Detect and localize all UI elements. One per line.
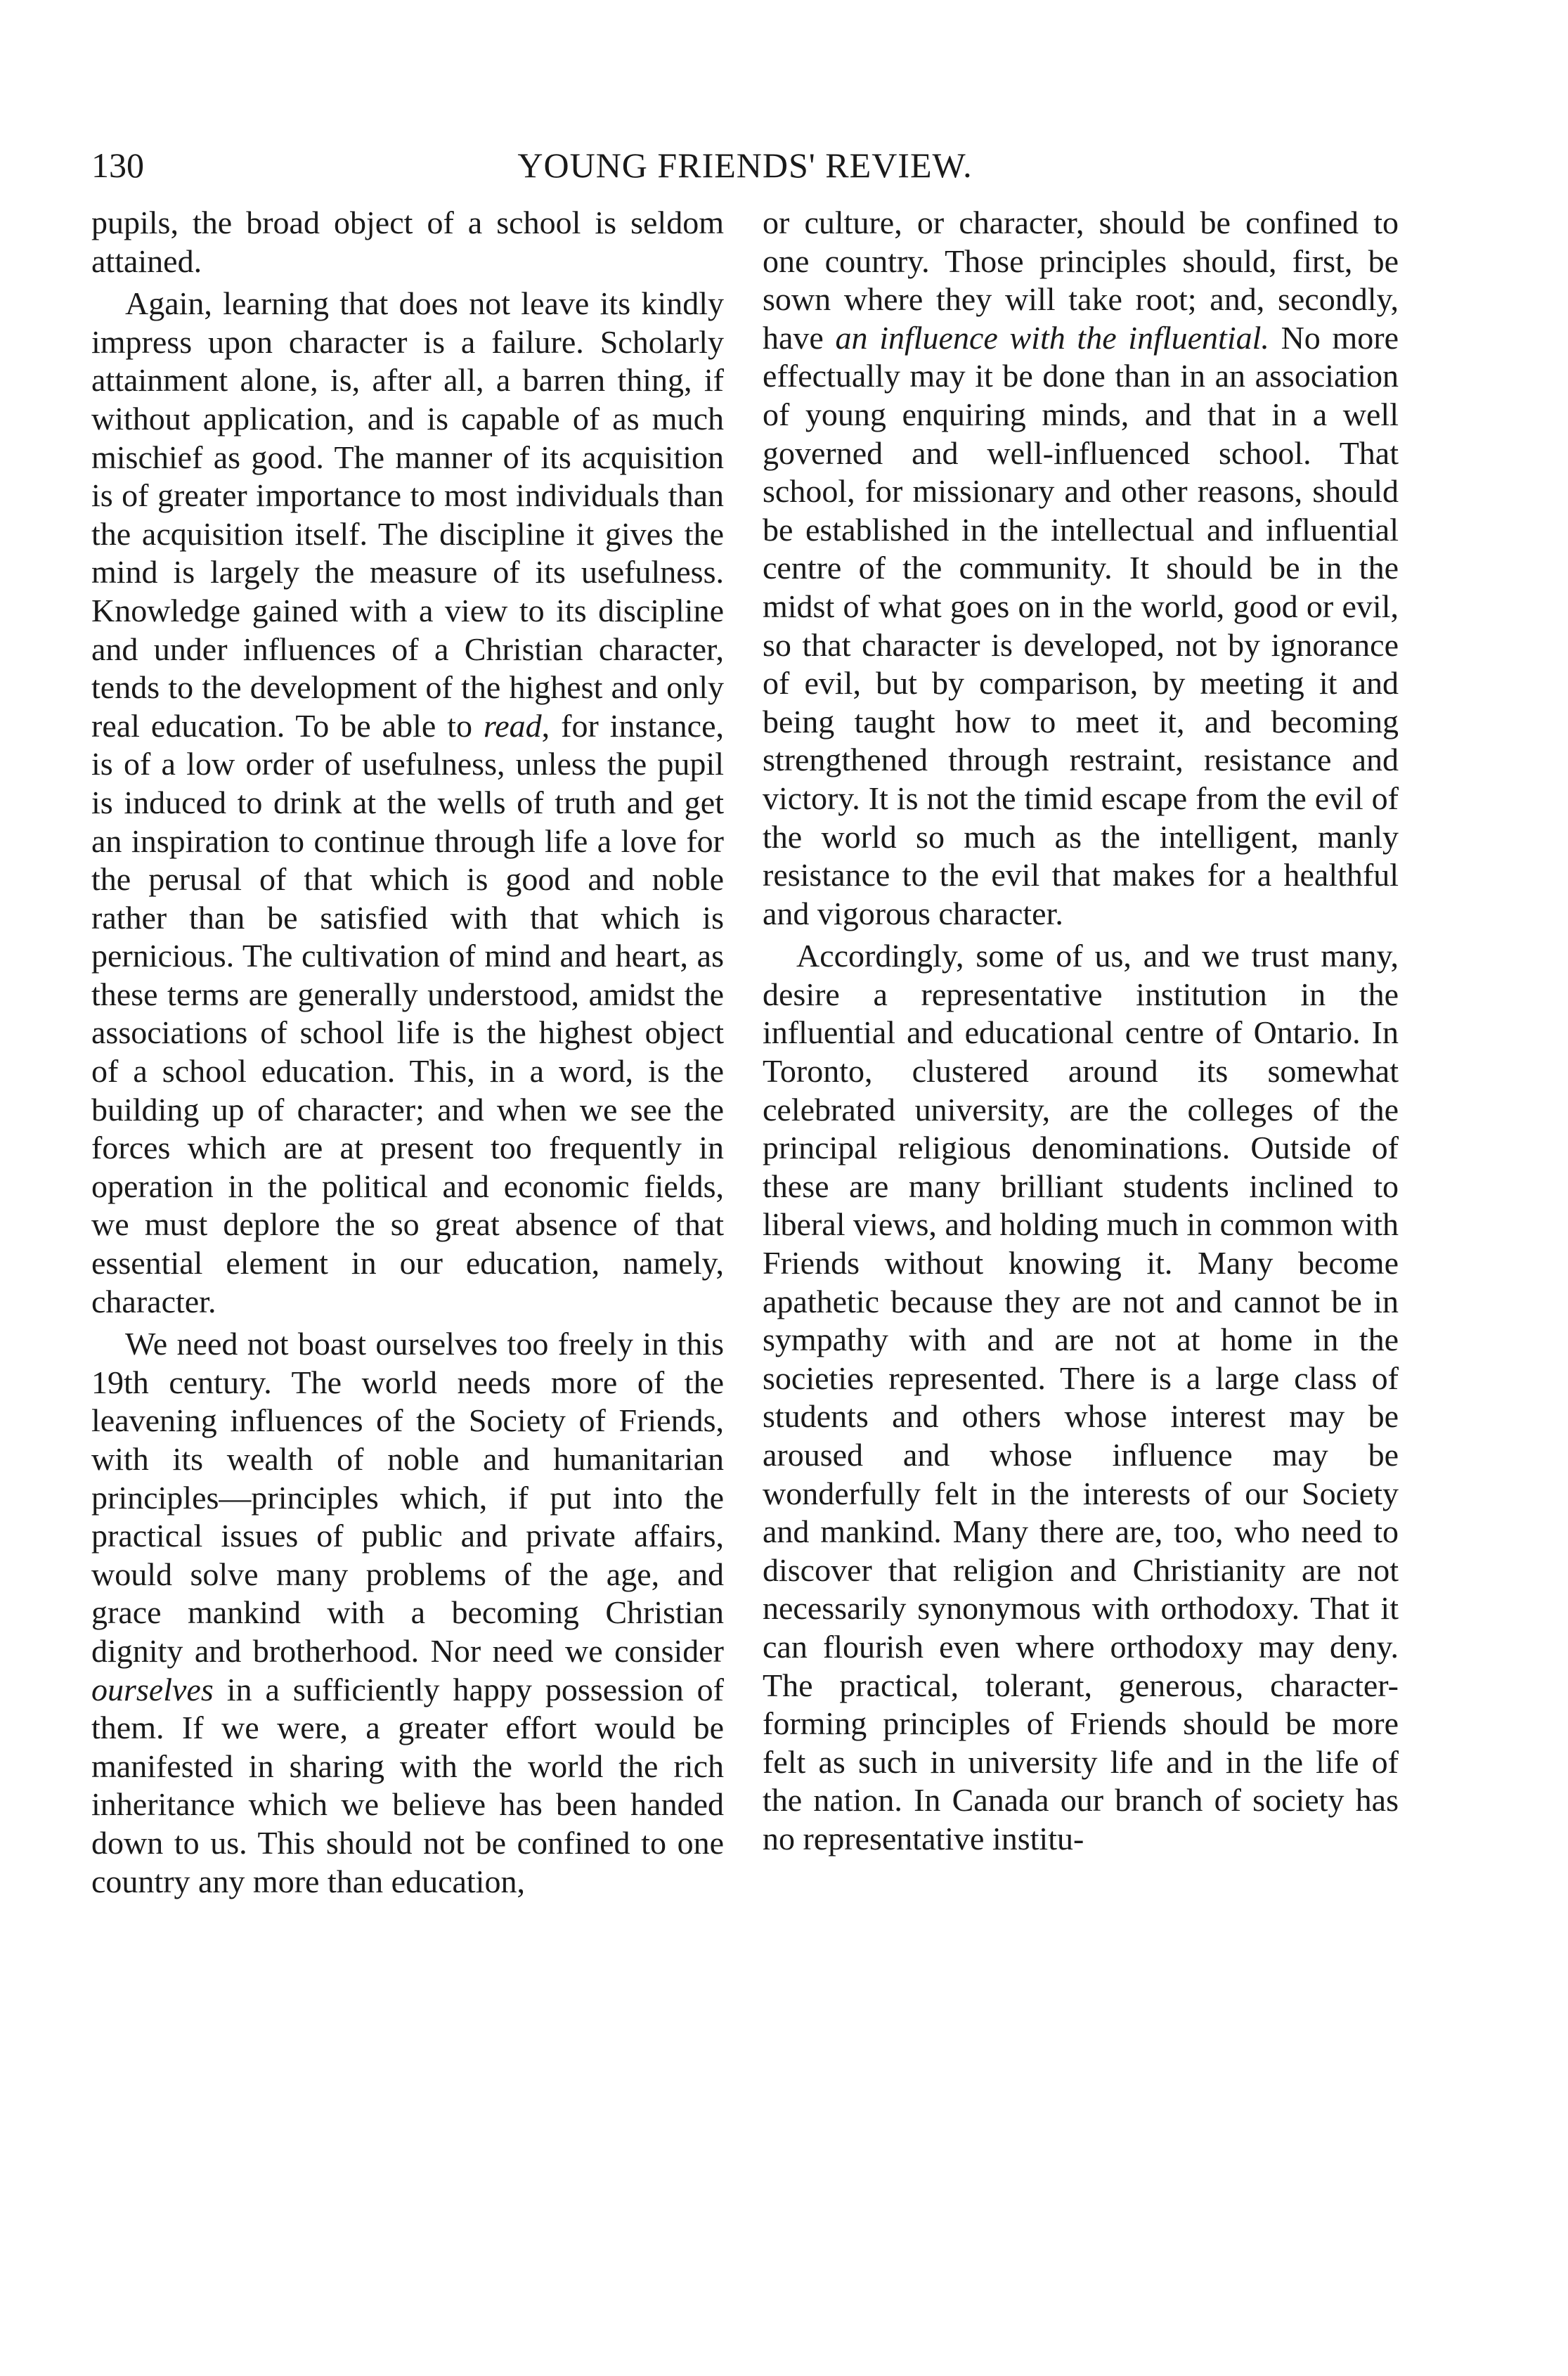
paragraph-text: or culture, or character, should be confined to one country. Those principles should, first, be sown where they will take root; and, secondly, have: [763, 205, 1399, 356]
paragraph: [91, 1325, 724, 1901]
italic-word: read: [484, 707, 542, 744]
paragraph-text: We need not boast ourselves too freely in this 19th century. The world needs more of the leavening influences of the Society of Friends, with its wealth of noble and humanitarian principles—principles which, if put into the practical issues of public and private affairs, would solve many problems of the age, and grace mankind with a becoming Christian dignity and brotherhood. Nor need we consider: [91, 1326, 724, 1669]
right-column: [763, 204, 1399, 1859]
left-column: [91, 204, 724, 1901]
italic-phrase: an influence with the influential.: [835, 319, 1269, 356]
page-number: 130: [91, 146, 144, 185]
paragraph: pupils, the broad object of a school is seldom attained.: [91, 205, 724, 279]
paragraph-text: Again, learning that does not leave its kindly impress upon character is a failure. Scholarly attainment alone, is, after all, a barren thing, if without application, and is capable of as much mischief as good. The manner of its acquisition is of greater importance to most individuals than the acquisition itself. The discipline it gives the mind is largely the measure of its usefulness. Knowledge gained with a view to its discipline and under influences of a Christian character, tends to the development of the highest and only real education. To be able to: [91, 285, 724, 744]
paragraph-text: , for instance, is of a low order of usefulness, unless the pupil is induced to drink at the wells of truth and get an inspiration to continue through life a love for the perusal of that which is good and noble rather than be satisfied with that which is pernicious. The cultivation of mind and heart, as these terms are generally understood, amidst the associations of school life is the highest object of a school education. This, in a word, is the building up of character; and when we see the forces which are at present too frequently in operation in the political and economic fields, we must deplore the so great absence of that essential element in our education, namely, character.: [91, 707, 724, 1319]
paragraph: [91, 285, 724, 1321]
running-title: YOUNG FRIENDS' REVIEW.: [517, 146, 973, 185]
page-header: [91, 141, 1399, 190]
paragraph-text: in a sufficiently happy possession of them. If we were, a greater effort would be manifested in sharing with the world the rich inheritance which we believe has been handed down to us. This should not be confined to one country any more than education,: [91, 1671, 724, 1899]
paragraph-text: No more effectually may it be done than in an association of young enquiring minds, and that in a well governed and well-influenced school. That school, for missionary and other reasons, should be established in the intellectual and influential centre of the community. It should be in the midst of what goes on in the world, good or evil, so that character is developed, not by ignorance of evil, but by comparison, by meeting it and being taught how to meet it, and becoming strengthened through restraint, resistance and victory. It is not the timid escape from the evil of the world so much as the intelligent, manly resistance to the evil that makes for a healthful and vigorous character.: [763, 319, 1399, 931]
italic-word: ourselves: [91, 1671, 214, 1707]
paragraph: [763, 204, 1399, 933]
paragraph: Accordingly, some of us, and we trust many, desire a representative institution in the influential and educational centre of Ontario. In Toronto, clustered around its somewhat celebrated university, are the colleges of the principal religious denominations. Outside of these are many brilliant students inclined to liberal views, and holding much in common with Friends without knowing it. Many become apathetic because they are not and cannot be in sympathy with and are not at home in the societies represented. There is a large class of students and others whose interest may be aroused and whose influence may be wonderfully felt in the interests of our Society and mankind. Many there are, too, who need to discover that religion and Christianity are not necessarily synonymous with orthodoxy. That it can flourish even where orthodoxy may deny. The practical, tolerant, generous, character-forming principles of Friends should be more felt as such in university life and in the life of the nation. In Canada our branch of society has no representative institu-: [763, 938, 1399, 1857]
